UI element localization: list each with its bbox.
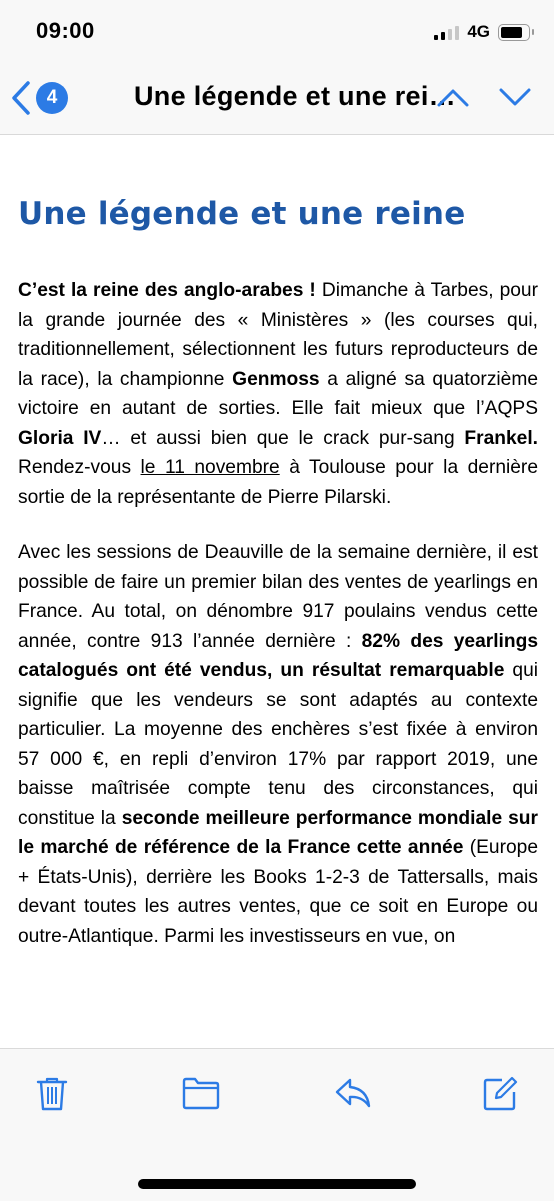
next-message-button[interactable] <box>498 84 532 115</box>
paragraph-1 <box>18 276 538 512</box>
message-body <box>18 134 538 1048</box>
date-link[interactable]: le 11 novembre <box>140 457 280 478</box>
chevron-down-icon <box>498 84 532 110</box>
nav-title: Une légende et une rei… <box>134 81 456 111</box>
chevron-up-icon <box>436 84 470 110</box>
compose-button[interactable] <box>482 1076 518 1117</box>
back-button[interactable] <box>10 80 68 116</box>
unread-count-badge: 4 <box>36 82 68 114</box>
text: a aligné sa quatorzième victoire en autant de sorties. Elle fait mieux que l’AQPS <box>18 368 538 419</box>
home-indicator[interactable] <box>138 1179 416 1189</box>
network-type: 4G <box>467 22 490 41</box>
text: à Toulouse pour la dernière sortie de la représentante de Pierre Pilarski. <box>18 457 538 508</box>
text-bold: seconde meilleure performance mondiale sur le marché de référence de la France cette année <box>18 807 538 858</box>
text: Rendez-vous <box>18 457 141 478</box>
battery-icon <box>498 24 530 41</box>
status-indicators <box>434 20 530 44</box>
reply-button[interactable] <box>334 1076 372 1115</box>
text-bold: Genmoss <box>232 368 320 390</box>
reply-icon <box>334 1076 372 1110</box>
paragraph-2 <box>18 538 538 951</box>
trash-icon <box>36 1076 68 1112</box>
folder-icon <box>182 1076 220 1110</box>
trash-button[interactable] <box>36 1076 68 1117</box>
article-headline: Une légende et une reine <box>18 196 466 232</box>
text-bold: 82% des yearlings catalogués ont été vendus, un résultat remarquable <box>18 630 538 681</box>
battery-level <box>501 27 522 38</box>
status-bar <box>0 0 554 62</box>
text-bold: C’est la reine des anglo-arabes ! <box>18 280 316 301</box>
text: Avec les sessions de Deauville de la semaine dernière, il est possible de faire un premier bilan des ventes de yearlings en France. Au total, on dénombre 917 poulains vendus cette année, contre 913 l’année dernière : <box>18 542 538 652</box>
move-to-folder-button[interactable] <box>182 1076 220 1115</box>
cellular-signal-icon <box>434 24 459 40</box>
status-time: 09:00 <box>36 18 95 43</box>
previous-message-button[interactable] <box>436 84 470 115</box>
text: … et aussi bien que le crack pur-sang <box>101 427 465 449</box>
text-bold: Gloria IV <box>18 427 102 449</box>
compose-icon <box>482 1076 518 1112</box>
text: (Europe + États-Unis), derrière les Books 1-2-3 de Tattersalls, mais devant toutes les autres ventes, que ce soit en Europe ou outre-Atlantique. Parmi les investisseurs en vue, on <box>18 837 538 947</box>
text: qui signifie que les vendeurs se sont adaptés au contexte particulier. La moyenne des enchères s’est fixée à environ 57 000 €, en repli d’environ 17% par rapport 2019, une baisse maîtrisée compte tenu des circonstances, qui constitue la <box>18 660 538 829</box>
mail-nav-bar <box>0 62 554 135</box>
text-bold: Frankel. <box>464 427 538 449</box>
chevron-left-icon <box>10 80 32 116</box>
text: Dimanche à Tarbes, pour la grande journée des « Ministères » (les courses qui, traditionnellement, sélectionnent les futurs reproducteurs de la race), la championne <box>18 280 538 390</box>
